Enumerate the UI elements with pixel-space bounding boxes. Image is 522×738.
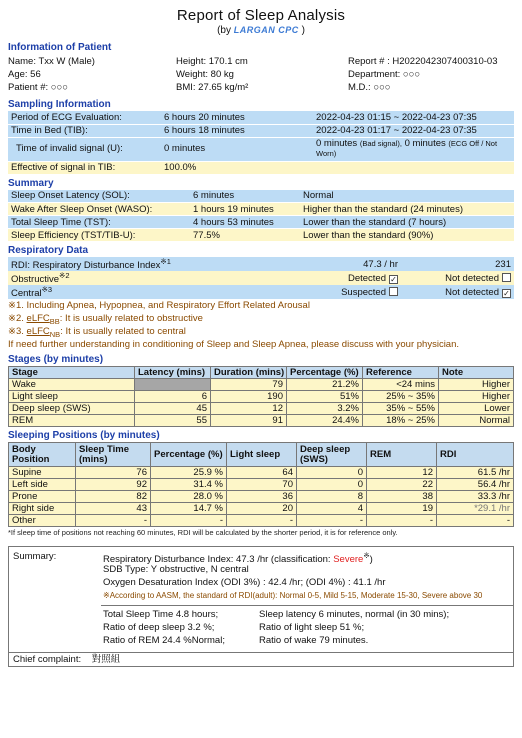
- column-header: Percentage (%): [151, 443, 227, 467]
- footnote-3-mark: ※3.: [8, 326, 24, 338]
- rem-ratio: Ratio of REM 24.4 %Normal;: [103, 635, 225, 647]
- checked-checkbox-icon: ✓: [503, 288, 510, 298]
- stages-header-row: [9, 367, 514, 379]
- respiratory-table: [8, 257, 514, 299]
- position-name: Supine: [9, 467, 76, 479]
- deep-sleep-ratio: Ratio of deep sleep 3.2 %;: [103, 622, 215, 634]
- stage-note: Higher: [439, 379, 514, 391]
- position-deep: 0: [297, 479, 367, 491]
- footnote-3-text: : It is usually related to central: [60, 326, 186, 338]
- section-patient-info: Information of Patient: [8, 42, 112, 53]
- summary-label: Sleep Onset Latency (SOL):: [8, 190, 190, 203]
- obstructive-not-detected: [401, 271, 514, 285]
- sampling-row-effective: [8, 161, 514, 174]
- summary-row: [8, 203, 514, 216]
- stage-duration: 91: [211, 415, 287, 427]
- chief-complaint-label: Chief complaint:: [13, 654, 82, 666]
- report-title: Report of Sleep Analysis: [176, 7, 346, 24]
- stage-latency: 55: [135, 415, 211, 427]
- bad-signal-minutes: 0 minutes: [316, 138, 358, 149]
- position-deep: 0: [297, 467, 367, 479]
- position-rdi: -: [437, 515, 514, 527]
- summary-eval: Lower than the standard (7 hours): [300, 216, 514, 229]
- summary-label: Wake After Sleep Onset (WASO):: [8, 203, 190, 216]
- report-subtitle: [8, 25, 514, 39]
- table-row: [9, 415, 514, 427]
- light-sleep-ratio: Ratio of light sleep 51 %;: [259, 622, 365, 634]
- conclusion-rdi-close: ): [369, 554, 373, 566]
- position-name: Right side: [9, 503, 76, 515]
- sampling-value: 100.0%: [161, 161, 313, 174]
- section-summary: Summary: [8, 177, 54, 189]
- footnote-1: ※1. Including Apnea, Hypopnea, and Respiratory Effort Related Arousal: [8, 300, 310, 312]
- sampling-row-invalid: [8, 137, 514, 161]
- sampling-label: Effective of signal in TIB:: [8, 161, 161, 174]
- patient-info: [8, 54, 514, 96]
- empty-checkbox-icon: [502, 273, 511, 282]
- position-deep: 4: [297, 503, 367, 515]
- table-row: [9, 515, 514, 527]
- summary-row: [8, 216, 514, 229]
- patient-bmi: BMI: 27.65 kg/m²: [176, 82, 249, 93]
- summary-row: [8, 229, 514, 242]
- position-rem: 38: [367, 491, 437, 503]
- report-number: Report # : H2022042307400310-03: [348, 56, 498, 67]
- positions-footnote: *If sleep time of positions not reaching 60 minutes, RDI will be calculated by the shorter period, it is for reference only.: [8, 528, 398, 538]
- invalid-signal-detail: [313, 137, 514, 161]
- stage-name: Deep sleep (SWS): [9, 403, 135, 415]
- chief-complaint-value: 對照組: [91, 654, 121, 666]
- sampling-label: Time in Bed (TIB):: [8, 124, 161, 137]
- table-row: [9, 503, 514, 515]
- stage-latency: [135, 379, 211, 391]
- summary-value: 6 minutes: [190, 190, 300, 203]
- footnote-3-term: eLFC: [26, 326, 50, 338]
- sdb-type: SDB Type: Y obstructive, N central: [103, 564, 249, 576]
- obstructive-footnote-mark: ※2: [59, 271, 70, 281]
- stage-duration: 79: [211, 379, 287, 391]
- summary-label: Total Sleep Time (TST):: [8, 216, 190, 229]
- conclusion-label: Summary:: [13, 551, 57, 563]
- obstructive-not-detected-label: Not detected: [445, 272, 499, 284]
- rdi-classification: Severe: [333, 554, 364, 566]
- stage-note: Higher: [439, 391, 514, 403]
- patient-age: Age: 56: [8, 69, 41, 80]
- sampling-value: 0 minutes: [161, 137, 313, 161]
- sampling-row: [8, 111, 514, 124]
- stage-reference: 35% ~ 55%: [363, 403, 439, 415]
- sampling-label: Time of invalid signal (U):: [8, 137, 161, 161]
- bad-signal-label: (Bad signal),: [359, 139, 402, 148]
- sleep-latency: Sleep latency 6 minutes, normal (in 30 mins);: [259, 609, 450, 621]
- summary-eval: Normal: [300, 190, 514, 203]
- position-name: Other: [9, 515, 76, 527]
- central-label: [8, 285, 288, 299]
- total-sleep-time: Total Sleep Time 4.8 hours;: [103, 609, 219, 621]
- footnote-2-term: eLFC: [26, 313, 50, 325]
- section-positions: Sleeping Positions (by minutes): [8, 430, 160, 442]
- summary-value: 4 hours 53 minutes: [190, 216, 300, 229]
- position-percentage: 25.9 %: [151, 467, 227, 479]
- summary-row: [8, 190, 514, 203]
- column-header: RDI: [437, 443, 514, 467]
- position-light: 36: [227, 491, 297, 503]
- positions-table: [8, 442, 514, 527]
- column-header: Deep sleep (SWS): [297, 443, 367, 467]
- position-rdi: 56.4 /hr: [437, 479, 514, 491]
- obstructive-row: [8, 271, 514, 285]
- stage-latency: 6: [135, 391, 211, 403]
- patient-name: Name: Txx W (Male): [8, 56, 95, 67]
- position-time: 92: [76, 479, 151, 491]
- medical-doctor: M.D.: ○○○: [348, 82, 391, 93]
- footnote-3-sub: NB: [49, 330, 61, 340]
- aasm-standard: ※According to AASM, the standard of RDI(adult): Normal 0-5, Mild 5-15, Moderate 15-30, Severe above 30: [103, 591, 483, 601]
- summary-label: Sleep Efficiency (TST/TIB-U):: [8, 229, 190, 242]
- rdi-row: [8, 257, 514, 271]
- position-time: 76: [76, 467, 151, 479]
- stage-name: REM: [9, 415, 135, 427]
- position-rem: -: [367, 515, 437, 527]
- stage-reference: 18% ~ 25%: [363, 415, 439, 427]
- summary-value: 77.5%: [190, 229, 300, 242]
- central-label-text: Central: [11, 288, 42, 300]
- summary-eval: Higher than the standard (24 minutes): [300, 203, 514, 216]
- obstructive-detected: [288, 271, 401, 285]
- table-row: [9, 391, 514, 403]
- position-time: 82: [76, 491, 151, 503]
- stage-percentage: 24.4%: [287, 415, 363, 427]
- stage-name: Light sleep: [9, 391, 135, 403]
- position-deep: 8: [297, 491, 367, 503]
- position-percentage: 14.7 %: [151, 503, 227, 515]
- obstructive-label: [8, 271, 288, 285]
- footnote-2-sub: BB: [49, 317, 60, 327]
- position-rem: 22: [367, 479, 437, 491]
- position-rem: 19: [367, 503, 437, 515]
- largan-cpc-logo: LARGAN CPC: [233, 25, 299, 35]
- rdi-value: 47.3 / hr: [288, 257, 401, 271]
- section-sampling-info: Sampling Information: [8, 99, 111, 110]
- sampling-label: Period of ECG Evaluation:: [8, 111, 161, 124]
- conclusion-rdi-text: Respiratory Disturbance Index: 47.3 /hr (classification:: [103, 554, 331, 566]
- section-stages: Stages (by minutes): [8, 354, 104, 366]
- stage-duration: 190: [211, 391, 287, 403]
- column-header: Reference: [363, 367, 439, 379]
- position-light: 70: [227, 479, 297, 491]
- patient-weight: Weight: 80 kg: [176, 69, 234, 80]
- position-light: 64: [227, 467, 297, 479]
- rdi-label: [8, 257, 288, 271]
- table-row: [9, 491, 514, 503]
- position-percentage: 31.4 %: [151, 479, 227, 491]
- position-rdi: 33.3 /hr: [437, 491, 514, 503]
- column-header: Sleep Time (mins): [76, 443, 151, 467]
- position-name: Left side: [9, 479, 76, 491]
- stage-note: Normal: [439, 415, 514, 427]
- department: Department: ○○○: [348, 69, 421, 80]
- position-time: -: [76, 515, 151, 527]
- stage-percentage: 51%: [287, 391, 363, 403]
- obstructive-label-text: Obstructive: [11, 274, 60, 286]
- central-suspected: [288, 285, 401, 299]
- summary-value: 1 hours 19 minutes: [190, 203, 300, 216]
- sampling-table: [8, 111, 514, 175]
- position-deep: -: [297, 515, 367, 527]
- stage-note: Lower: [439, 403, 514, 415]
- sampling-value: 6 hours 18 minutes: [161, 124, 313, 137]
- position-rem: 12: [367, 467, 437, 479]
- central-not-detected: [401, 285, 514, 299]
- patient-height: Height: 170.1 cm: [176, 56, 248, 67]
- position-light: -: [227, 515, 297, 527]
- ecg-off-minutes: 0 minutes: [404, 138, 446, 149]
- table-row: [9, 467, 514, 479]
- table-row: [9, 379, 514, 391]
- rdi-count: 231: [401, 257, 514, 271]
- patient-number: Patient #: ○○○: [8, 82, 68, 93]
- obstructive-detected-label: Detected: [347, 272, 386, 284]
- central-footnote-mark: ※3: [41, 285, 53, 295]
- ecg-off-label: (ECG Off / Not: [448, 139, 498, 148]
- position-name: Prone: [9, 491, 76, 503]
- central-suspected-label: Suspected: [341, 286, 386, 298]
- table-row: [9, 403, 514, 415]
- conclusion-box: [8, 546, 514, 653]
- central-row: [8, 285, 514, 299]
- divider: [101, 605, 513, 606]
- position-percentage: 28.0 %: [151, 491, 227, 503]
- column-header: Percentage (%): [287, 367, 363, 379]
- position-time: 43: [76, 503, 151, 515]
- central-not-detected-label: Not detected: [445, 286, 499, 298]
- summary-table: [8, 190, 514, 243]
- position-light: 20: [227, 503, 297, 515]
- wake-ratio: Ratio of wake 79 minutes.: [259, 635, 369, 647]
- footnote-2: [8, 312, 514, 325]
- summary-eval: Lower than the standard (90%): [300, 229, 514, 242]
- sampling-value: 6 hours 20 minutes: [161, 111, 313, 124]
- sampling-range: 2022-04-23 01:17 ~ 2022-04-23 07:35: [313, 124, 514, 137]
- stages-table: [8, 366, 514, 427]
- position-percentage: -: [151, 515, 227, 527]
- stage-percentage: 21.2%: [287, 379, 363, 391]
- section-respiratory: Respiratory Data: [8, 245, 89, 256]
- stage-reference: <24 mins: [363, 379, 439, 391]
- table-row: [9, 479, 514, 491]
- classification-footnote-mark: ※: [363, 551, 370, 561]
- column-header: Duration (mins): [211, 367, 287, 379]
- column-header: Body Position: [9, 443, 76, 467]
- sampling-row: [8, 124, 514, 137]
- stage-latency: 45: [135, 403, 211, 415]
- footnote-2-text: : It is usually related to obstructive: [59, 313, 203, 325]
- stage-duration: 12: [211, 403, 287, 415]
- sampling-range: 2022-04-23 01:15 ~ 2022-04-23 07:35: [313, 111, 514, 124]
- footnote-3: [8, 325, 514, 338]
- by-suffix: ): [301, 25, 305, 36]
- empty-checkbox-icon: [389, 287, 398, 296]
- physician-advice: If need further understanding in conditioning of Sleep and Sleep Apnea, please discuss with your physician.: [8, 339, 460, 351]
- position-rdi: *29.1 /hr: [437, 503, 514, 515]
- column-header: REM: [367, 443, 437, 467]
- chief-complaint: [8, 653, 514, 667]
- ecg-off-label-cont: Worn): [316, 149, 337, 158]
- by-prefix: (by: [217, 25, 231, 36]
- odi-line: Oxygen Desaturation Index (ODI 3%) : 42.4 /hr; (ODI 4%) : 41.1 /hr: [103, 577, 386, 589]
- rdi-footnote-mark: ※1: [160, 257, 171, 266]
- position-rdi: 61.5 /hr: [437, 467, 514, 479]
- rdi-label-text: RDI: Respiratory Disturbance Index: [11, 260, 161, 272]
- footnote-2-mark: ※2.: [8, 313, 24, 325]
- positions-header-row: [9, 443, 514, 467]
- checked-checkbox-icon: ✓: [390, 274, 397, 284]
- stage-reference: 25% ~ 35%: [363, 391, 439, 403]
- column-header: Light sleep: [227, 443, 297, 467]
- stage-percentage: 3.2%: [287, 403, 363, 415]
- column-header: Note: [439, 367, 514, 379]
- column-header: Latency (mins): [135, 367, 211, 379]
- column-header: Stage: [9, 367, 135, 379]
- stage-name: Wake: [9, 379, 135, 391]
